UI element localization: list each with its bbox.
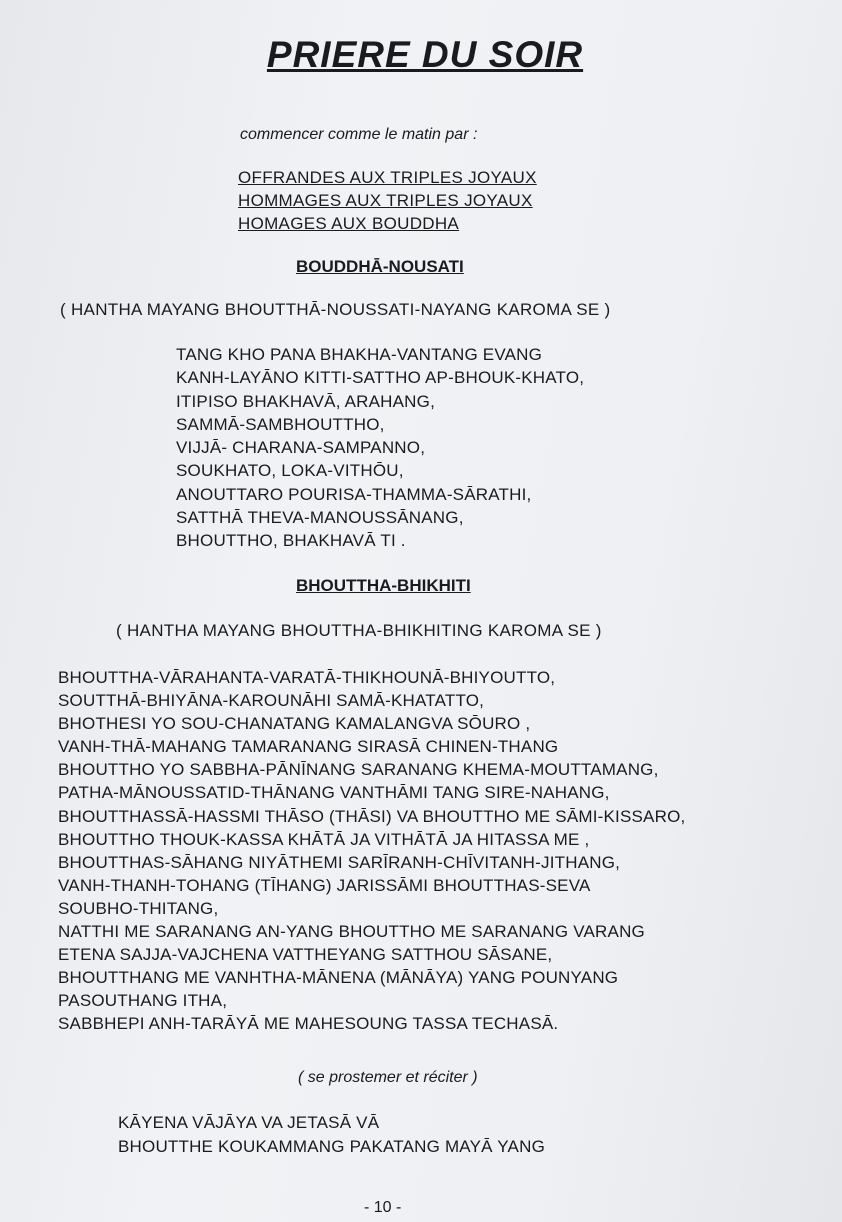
verse-line: ITIPISO BHAKHAVĀ, ARAHANG, — [176, 391, 436, 411]
instruction-text: ( se prostemer et réciter ) — [298, 1069, 478, 1086]
verse-line: BHOUTTHASSĀ-HASSMI THĀSO (THĀSI) VA BHOUTTHO ME SĀMI-KISSARO, — [58, 806, 686, 826]
verse-line: BHOUTTHO, BHAKHAVĀ TI . — [176, 531, 406, 551]
verse-line: SOUBHO-THITANG, — [58, 898, 219, 918]
verse-line: PATHA-MĀNOUSSATID-THĀNANG VANTHĀMI TANG SIRE-NAHANG, — [58, 783, 610, 803]
verse-line: TANG KHO PANA BHAKHA-VANTANG EVANG — [176, 345, 543, 364]
verse-line: PASOUTHANG ITHA, — [58, 991, 228, 1011]
verse-line: VANH-THANH-TOHANG (TĪHANG) JARISSĀMI BHOUTTHAS-SEVA — [58, 875, 591, 895]
offering-item: OFFRANDES AUX TRIPLES JOYAUX — [238, 168, 537, 187]
verse-line: SATTHĀ THEVA-MANOUSSĀNANG, — [176, 508, 464, 528]
section-invocation: ( HANTHA MAYANG BHOUTTHĀ-NOUSSATI-NAYANG KAROMA SE ) — [60, 300, 611, 319]
verse-line: BHOUTTHO YO SABBHA-PĀNĪNANG SARANANG KHEMA-MOUTTAMANG, — [58, 760, 659, 780]
verse-line: SOUTTHĀ-BHIYĀNA-KAROUNĀHI SAMĀ-KHATATTO, — [58, 691, 485, 711]
section-heading-bhouttha-bhikhiti: BHOUTTHA-BHIKHITI — [296, 576, 471, 595]
verse-line: ANOUTTARO POURISA-THAMMA-SĀRATHI, — [176, 484, 532, 504]
verse-line: VANH-THĀ-MAHANG TAMARANANG SIRASĀ CHINEN-THANG — [58, 737, 559, 757]
verse-line: BHOUTTHAS-SĀHANG NIYĀTHEMI SARĪRANH-CHĪVITANH-JITHANG, — [58, 852, 621, 872]
page-number: - 10 - — [364, 1199, 402, 1216]
intro-text: commencer comme le matin par : — [240, 126, 478, 143]
verse-line: NATTHI ME SARANANG AN-YANG BHOUTTHO ME SARANANG VARANG — [58, 922, 645, 942]
section-heading-bouddha-nousati: BOUDDHĀ-NOUSATI — [296, 257, 464, 276]
verse-block-bouddha-nousati — [176, 343, 584, 553]
verse-block-final — [118, 1111, 545, 1159]
verse-line: SAMMĀ-SAMBHOUTTHO, — [176, 414, 385, 434]
verse-line: BHOUTTHANG ME VANHTHA-MĀNENA (MĀNĀYA) YANG POUNYANG — [58, 968, 619, 988]
verse-line: BHOUTTHO THOUK-KASSA KHĀTĀ JA VITHĀTĀ JA HITASSA ME , — [58, 829, 590, 849]
verse-block-bhouttha-bhikhiti — [58, 666, 685, 1036]
section-invocation: ( HANTHA MAYANG BHOUTTHA-BHIKHITING KAROMA SE ) — [116, 621, 602, 640]
verse-line: KĀYENA VĀJĀYA VA JETASĀ VĀ — [118, 1113, 380, 1132]
offerings-list — [238, 166, 537, 235]
verse-line: BHOUTTHA-VĀRAHANTA-VARATĀ-THIKHOUNĀ-BHIYOUTTO, — [58, 668, 556, 687]
page-title: PRIERE DU SOIR — [266, 34, 584, 75]
verse-line: SABBHEPI ANH-TARĀYĀ ME MAHESOUNG TASSA TECHASĀ. — [58, 1014, 559, 1034]
verse-line: SOUKHATO, LOKA-VITHŌU, — [176, 461, 404, 481]
offering-item: HOMMAGES AUX TRIPLES JOYAUX — [238, 191, 533, 210]
verse-line: ETENA SAJJA-VAJCHENA VATTHEYANG SATTHOU SĀSANE, — [58, 945, 553, 965]
verse-line: BHOUTTHE KOUKAMMANG PAKATANG MAYĀ YANG — [118, 1137, 545, 1156]
offering-item: HOMAGES AUX BOUDDHA — [238, 214, 460, 233]
verse-line: VIJJĀ- CHARANA-SAMPANNO, — [176, 438, 426, 458]
verse-line: BHOTHESI YO SOU-CHANATANG KAMALANGVA SŌURO , — [58, 714, 531, 734]
verse-line: KANH-LAYĀNO KITTI-SATTHO AP-BHOUK-KHATO, — [176, 368, 585, 388]
